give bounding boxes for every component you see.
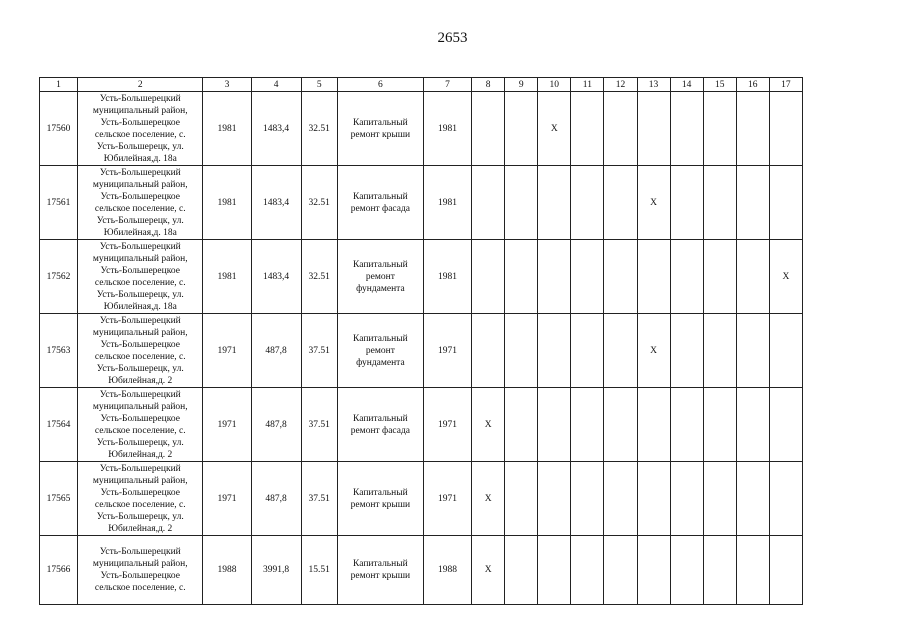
work-type-cell: Капитальный ремонт крыши (337, 536, 423, 605)
period-mark-cell-8 (472, 314, 505, 388)
period-mark-cell-15 (703, 240, 736, 314)
period-mark-cell-11 (571, 314, 604, 388)
period-mark-cell-8 (472, 92, 505, 166)
row-id: 17562 (40, 240, 78, 314)
column-number-13: 13 (637, 78, 670, 92)
table-row (40, 92, 803, 166)
period-mark-cell-15 (703, 92, 736, 166)
period-mark-cell-16 (736, 92, 769, 166)
build-year-cell: 1981 (203, 240, 251, 314)
column-number-7: 7 (423, 78, 471, 92)
row-id: 17565 (40, 462, 78, 536)
work-type-cell: Капитальный ремонт крыши (337, 92, 423, 166)
table-row (40, 388, 803, 462)
period-mark-cell-14 (670, 536, 703, 605)
period-mark-cell-14 (670, 240, 703, 314)
address-cell: Усть-Большерецкий муниципальный район, Усть-Большерецкое сельское поселение, с. Усть-Большерецк, ул. Юбилейная,д. 18а (78, 240, 203, 314)
wear-cell: 15.51 (301, 536, 337, 605)
column-number-6: 6 (337, 78, 423, 92)
wear-cell: 37.51 (301, 388, 337, 462)
period-mark-cell-17 (769, 388, 802, 462)
build-year-cell: 1988 (203, 536, 251, 605)
period-mark-cell-14 (670, 166, 703, 240)
period-mark-cell-12 (604, 166, 637, 240)
area-cell: 487,8 (251, 462, 301, 536)
last-repair-year-cell: 1971 (423, 462, 471, 536)
period-mark-cell-17 (769, 314, 802, 388)
column-number-4: 4 (251, 78, 301, 92)
address-cell: Усть-Большерецкий муниципальный район, Усть-Большерецкое сельское поселение, с. Усть-Большерецк, ул. Юбилейная,д. 18а (78, 166, 203, 240)
column-number-8: 8 (472, 78, 505, 92)
work-type-cell: Капитальный ремонт фасада (337, 166, 423, 240)
period-mark-cell-17 (769, 536, 802, 605)
period-mark-cell-10 (538, 314, 571, 388)
area-cell: 487,8 (251, 388, 301, 462)
wear-cell: 32.51 (301, 240, 337, 314)
column-number-11: 11 (571, 78, 604, 92)
period-mark-cell-9 (505, 166, 538, 240)
address-cell: Усть-Большерецкий муниципальный район, Усть-Большерецкое сельское поселение, с. Усть-Большерецк, ул. Юбилейная,д. 2 (78, 388, 203, 462)
column-number-16: 16 (736, 78, 769, 92)
period-mark-cell-11 (571, 462, 604, 536)
period-mark-cell-11 (571, 240, 604, 314)
period-mark-cell-15 (703, 166, 736, 240)
period-mark-cell-17: X (769, 240, 802, 314)
period-mark-cell-13 (637, 92, 670, 166)
period-mark-cell-8: X (472, 388, 505, 462)
row-id: 17560 (40, 92, 78, 166)
area-cell: 1483,4 (251, 166, 301, 240)
period-mark-cell-14 (670, 388, 703, 462)
period-mark-cell-16 (736, 462, 769, 536)
period-mark-cell-16 (736, 536, 769, 605)
column-number-14: 14 (670, 78, 703, 92)
column-number-15: 15 (703, 78, 736, 92)
period-mark-cell-13 (637, 462, 670, 536)
column-number-12: 12 (604, 78, 637, 92)
table-row (40, 462, 803, 536)
period-mark-cell-8: X (472, 462, 505, 536)
period-mark-cell-17 (769, 166, 802, 240)
work-type-cell: Капитальный ремонт фундамента (337, 314, 423, 388)
wear-cell: 32.51 (301, 92, 337, 166)
period-mark-cell-17 (769, 462, 802, 536)
column-number-10: 10 (538, 78, 571, 92)
work-type-cell: Капитальный ремонт фасада (337, 388, 423, 462)
last-repair-year-cell: 1971 (423, 388, 471, 462)
area-cell: 3991,8 (251, 536, 301, 605)
column-number-row (40, 78, 803, 92)
last-repair-year-cell: 1981 (423, 240, 471, 314)
period-mark-cell-16 (736, 166, 769, 240)
period-mark-cell-15 (703, 388, 736, 462)
period-mark-cell-11 (571, 166, 604, 240)
period-mark-cell-11 (571, 536, 604, 605)
row-id: 17563 (40, 314, 78, 388)
address-cell: Усть-Большерецкий муниципальный район, Усть-Большерецкое сельское поселение, с. Усть-Большерецк, ул. Юбилейная,д. 18а (78, 92, 203, 166)
area-cell: 487,8 (251, 314, 301, 388)
table-row (40, 314, 803, 388)
row-id: 17564 (40, 388, 78, 462)
period-mark-cell-10 (538, 166, 571, 240)
last-repair-year-cell: 1988 (423, 536, 471, 605)
period-mark-cell-12 (604, 314, 637, 388)
column-number-1: 1 (40, 78, 78, 92)
period-mark-cell-10: X (538, 92, 571, 166)
period-mark-cell-16 (736, 240, 769, 314)
period-mark-cell-11 (571, 388, 604, 462)
period-mark-cell-12 (604, 536, 637, 605)
period-mark-cell-13: X (637, 314, 670, 388)
wear-cell: 32.51 (301, 166, 337, 240)
period-mark-cell-8: X (472, 536, 505, 605)
period-mark-cell-16 (736, 314, 769, 388)
page-number: 2653 (437, 30, 468, 46)
period-mark-cell-10 (538, 240, 571, 314)
period-mark-cell-14 (670, 92, 703, 166)
column-number-5: 5 (301, 78, 337, 92)
work-type-cell: Капитальный ремонт фундамента (337, 240, 423, 314)
period-mark-cell-10 (538, 536, 571, 605)
period-mark-cell-12 (604, 462, 637, 536)
period-mark-cell-15 (703, 314, 736, 388)
row-id: 17561 (40, 166, 78, 240)
period-mark-cell-12 (604, 388, 637, 462)
period-mark-cell-11 (571, 92, 604, 166)
table-row (40, 536, 803, 605)
table-row (40, 240, 803, 314)
build-year-cell: 1971 (203, 462, 251, 536)
build-year-cell: 1971 (203, 388, 251, 462)
work-type-cell: Капитальный ремонт крыши (337, 462, 423, 536)
row-id: 17566 (40, 536, 78, 605)
period-mark-cell-12 (604, 240, 637, 314)
address-cell: Усть-Большерецкий муниципальный район, Усть-Большерецкое сельское поселение, с. Усть-Большерецк, ул. Юбилейная,д. 2 (78, 462, 203, 536)
build-year-cell: 1981 (203, 92, 251, 166)
period-mark-cell-9 (505, 92, 538, 166)
address-cell: Усть-Большерецкий муниципальный район, Усть-Большерецкое сельское поселение, с. Усть-Большерецк, ул. Юбилейная,д. 2 (78, 314, 203, 388)
period-mark-cell-15 (703, 462, 736, 536)
period-mark-cell-9 (505, 240, 538, 314)
repair-register-table (39, 77, 803, 605)
period-mark-cell-9 (505, 462, 538, 536)
period-mark-cell-14 (670, 462, 703, 536)
address-cell: Усть-Большерецкий муниципальный район, Усть-Большерецкое сельское поселение, с. (78, 536, 203, 605)
period-mark-cell-17 (769, 92, 802, 166)
period-mark-cell-13 (637, 240, 670, 314)
build-year-cell: 1981 (203, 166, 251, 240)
period-mark-cell-15 (703, 536, 736, 605)
period-mark-cell-9 (505, 536, 538, 605)
table-row (40, 166, 803, 240)
wear-cell: 37.51 (301, 462, 337, 536)
last-repair-year-cell: 1981 (423, 166, 471, 240)
period-mark-cell-9 (505, 314, 538, 388)
period-mark-cell-12 (604, 92, 637, 166)
wear-cell: 37.51 (301, 314, 337, 388)
period-mark-cell-10 (538, 462, 571, 536)
period-mark-cell-14 (670, 314, 703, 388)
column-number-17: 17 (769, 78, 802, 92)
build-year-cell: 1971 (203, 314, 251, 388)
last-repair-year-cell: 1981 (423, 92, 471, 166)
column-number-2: 2 (78, 78, 203, 92)
last-repair-year-cell: 1971 (423, 314, 471, 388)
column-number-3: 3 (203, 78, 251, 92)
period-mark-cell-10 (538, 388, 571, 462)
period-mark-cell-13 (637, 536, 670, 605)
period-mark-cell-13 (637, 388, 670, 462)
period-mark-cell-16 (736, 388, 769, 462)
area-cell: 1483,4 (251, 92, 301, 166)
column-number-9: 9 (505, 78, 538, 92)
period-mark-cell-8 (472, 166, 505, 240)
area-cell: 1483,4 (251, 240, 301, 314)
period-mark-cell-8 (472, 240, 505, 314)
period-mark-cell-13: X (637, 166, 670, 240)
period-mark-cell-9 (505, 388, 538, 462)
